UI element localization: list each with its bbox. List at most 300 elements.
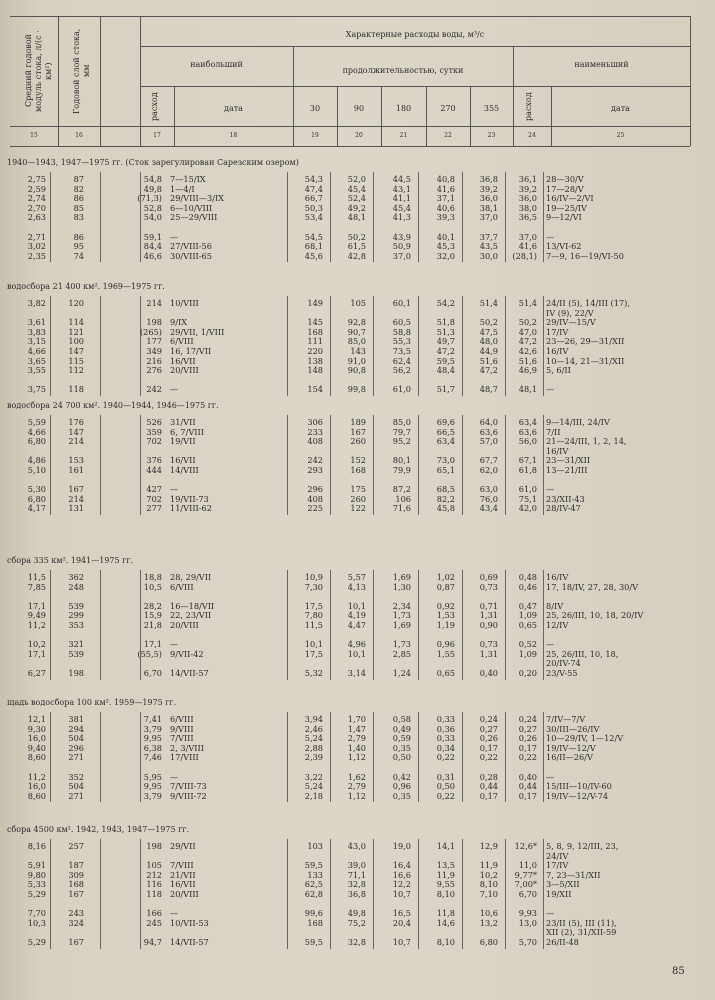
table-cell: 11,8 — [436, 908, 455, 919]
table-cell: 63,6 — [479, 426, 498, 437]
table-cell: 243 — [68, 908, 84, 919]
table-cell: 46,6 — [143, 250, 162, 261]
table-cell: 167 — [68, 937, 84, 947]
table-cell: 61,0 — [392, 384, 411, 395]
table-cell: 0,42 — [392, 771, 411, 782]
table-cell: 1—4/I — [170, 183, 195, 194]
table-cell: 13,0 — [518, 917, 537, 928]
table-cell: 9,55 — [436, 879, 455, 890]
table-row — [0, 298, 715, 308]
table-cell: 61,0 — [518, 484, 537, 495]
table-cell: 16/IV — [546, 445, 569, 456]
table-row — [0, 591, 715, 601]
table-cell: 24/II (5), 14/III (17), — [546, 298, 630, 308]
table-cell: 10,2 — [479, 869, 498, 880]
table-cell: 9,30 — [27, 723, 46, 734]
table-cell: 3,79 — [143, 790, 162, 801]
table-header — [10, 16, 690, 146]
table-cell: 214 — [68, 493, 84, 504]
table-cell: 22, 23/VII — [170, 610, 212, 621]
table-cell: 36,8 — [347, 889, 366, 899]
table-cell: XII (2), 31/XII-59 — [546, 927, 617, 938]
table-cell: 91,0 — [347, 355, 366, 366]
table-cell: 1,12 — [347, 752, 366, 763]
table-cell: 17, 18/IV, 27, 28, 30/V — [546, 581, 639, 592]
table-cell: 68,1 — [304, 241, 323, 252]
table-cell: 277 — [146, 503, 162, 514]
table-cell: 296 — [68, 742, 84, 753]
header-max: наибольший — [190, 60, 243, 69]
table-cell: 5,91 — [27, 860, 46, 871]
table-row — [0, 582, 715, 592]
table-cell: 17/IV — [546, 860, 569, 871]
table-cell: 161 — [68, 465, 84, 475]
colnum-18: 18 — [229, 132, 238, 139]
table-cell: 2,70 — [27, 202, 46, 213]
table-cell: 10/VIII — [170, 298, 199, 308]
table-cell: 147 — [68, 426, 84, 437]
table-cell: 23—31/XII — [546, 455, 591, 466]
table-cell: 271 — [68, 790, 84, 801]
table-cell: 8,60 — [27, 790, 46, 801]
table-cell: 48,1 — [347, 212, 366, 223]
table-row — [0, 327, 715, 337]
table-cell: 167 — [68, 889, 84, 899]
table-cell: 1,19 — [436, 620, 455, 630]
colnum-15: 15 — [30, 132, 38, 139]
table-cell: 54,3 — [304, 174, 323, 184]
table-cell: 260 — [350, 436, 366, 447]
table-cell: 50,3 — [304, 202, 323, 213]
table-cell: 17,1 — [143, 639, 162, 650]
table-cell: 49,8 — [347, 908, 366, 919]
table-cell: 352 — [68, 771, 84, 782]
table-cell: 176 — [68, 417, 84, 427]
table-row — [0, 193, 715, 203]
header-max-rashod: расход — [150, 92, 159, 122]
table-cell: 2,18 — [304, 790, 323, 801]
table-cell: 63,4 — [518, 417, 537, 427]
table-cell: — — [546, 908, 555, 919]
section-table — [0, 839, 715, 949]
table-cell: 99,6 — [304, 908, 323, 919]
table-cell: 12,9 — [479, 841, 498, 851]
table-cell: (28,1) — [512, 250, 537, 261]
table-cell: 6,80 — [27, 436, 46, 447]
table-cell: 5,95 — [143, 771, 162, 782]
table-cell: 7—9, 16—19/VI-50 — [546, 250, 624, 261]
table-cell: 24/IV — [546, 850, 569, 861]
table-cell: 6,70 — [143, 668, 162, 678]
table-cell: 43,5 — [479, 241, 498, 252]
table-cell: 9/VII-42 — [170, 648, 204, 659]
section-title: щадь водосбора 100 км². 1959—1975 гг. — [7, 698, 177, 707]
table-cell: 2,39 — [304, 752, 323, 763]
table-cell: 3—5/XII — [546, 879, 580, 890]
table-row — [0, 356, 715, 366]
table-cell: 0,96 — [392, 781, 411, 792]
table-cell: 49,8 — [143, 183, 162, 194]
table-cell: 260 — [350, 493, 366, 504]
table-cell: 63,0 — [479, 484, 498, 495]
table-row — [0, 251, 715, 261]
header-d90: 90 — [353, 104, 365, 113]
table-cell: 0,24 — [518, 714, 537, 724]
table-cell: 19/XII — [546, 889, 572, 899]
table-cell: 51,7 — [436, 384, 455, 395]
table-row — [0, 446, 715, 456]
table-cell: 133 — [307, 869, 323, 880]
table-row — [0, 308, 715, 318]
table-cell: 115 — [68, 355, 84, 366]
table-cell: 10/VII-53 — [170, 917, 209, 928]
table-cell: 0,17 — [479, 790, 498, 801]
table-cell: 15/III—10/IV-60 — [546, 781, 612, 792]
table-row — [0, 639, 715, 649]
table-cell: 233 — [307, 426, 323, 437]
table-cell: 59,1 — [143, 231, 162, 242]
table-cell: 62,0 — [479, 465, 498, 475]
table-cell: 7,41 — [143, 714, 162, 724]
table-cell: 309 — [68, 869, 84, 880]
table-cell: 198 — [146, 317, 162, 328]
table-cell: 10—29/IV, 1—12/V — [546, 733, 624, 744]
table-cell: 80,1 — [392, 455, 411, 466]
table-cell: 121 — [68, 326, 84, 337]
header-max-date: дата — [224, 104, 243, 113]
table-cell: — — [170, 384, 179, 395]
table-cell: 53,4 — [304, 212, 323, 223]
table-cell: 7,00* — [514, 879, 537, 890]
table-cell: 105 — [146, 860, 162, 871]
table-cell: 51,8 — [436, 317, 455, 328]
table-cell: 0,59 — [392, 733, 411, 744]
table-cell: 21—24/III, 1, 2, 14, — [546, 436, 627, 447]
table-cell: 67,1 — [518, 455, 537, 466]
table-cell: 7,10 — [479, 889, 498, 899]
table-cell: 10,5 — [143, 581, 162, 592]
table-row — [0, 184, 715, 194]
page-number: 85 — [672, 966, 685, 977]
table-cell: 85 — [73, 202, 84, 213]
table-cell: 175 — [350, 484, 366, 495]
table-cell: 198 — [68, 668, 84, 678]
table-cell: 20/VIII — [170, 620, 199, 630]
table-cell: 242 — [307, 455, 323, 466]
table-cell: 6/VIII — [170, 714, 194, 724]
table-cell: — — [546, 231, 555, 242]
table-cell: 0,47 — [518, 600, 537, 611]
table-cell: 11,9 — [479, 860, 498, 871]
table-cell: 1,09 — [518, 610, 537, 621]
table-cell: 220 — [307, 346, 323, 356]
table-cell: 19—25/IV — [546, 202, 587, 213]
table-cell: 427 — [146, 484, 162, 495]
table-cell: 381 — [68, 714, 84, 724]
colnum-23: 23 — [487, 132, 496, 139]
table-cell: 16—18/VII — [170, 600, 215, 611]
table-cell: 359 — [146, 426, 162, 437]
table-cell: 1,47 — [347, 723, 366, 734]
table-row — [0, 475, 715, 485]
table-cell: 21,8 — [143, 620, 162, 630]
table-cell: 504 — [68, 733, 84, 744]
table-row — [0, 841, 715, 851]
table-cell: 2,85 — [392, 648, 411, 659]
table-cell: — — [546, 484, 555, 495]
table-cell: 2,79 — [347, 781, 366, 792]
table-cell: 153 — [68, 455, 84, 466]
table-cell: 7—15/IX — [170, 174, 206, 184]
section-table — [0, 172, 715, 262]
table-cell: 28, 29/VII — [170, 572, 212, 582]
table-cell: 7/VIII — [170, 733, 194, 744]
table-cell: 47,2 — [479, 365, 498, 376]
table-row — [0, 762, 715, 772]
table-cell: 2,75 — [27, 174, 46, 184]
table-cell: 16,0 — [27, 781, 46, 792]
table-cell: 306 — [307, 417, 323, 427]
table-cell: 16/IV—2/VI — [546, 193, 594, 204]
table-cell: 42,6 — [518, 346, 537, 356]
table-cell: 44,5 — [392, 174, 411, 184]
table-cell: 189 — [350, 417, 366, 427]
table-row — [0, 465, 715, 475]
table-cell: 49,7 — [436, 336, 455, 347]
table-cell: 8/IV — [546, 600, 564, 611]
table-cell: 46,9 — [518, 365, 537, 376]
section-title: сбора 4500 км². 1942, 1943, 1947—1975 гг. — [7, 825, 190, 834]
table-cell: 37,0 — [392, 250, 411, 261]
table-row — [0, 851, 715, 861]
table-row — [0, 436, 715, 446]
colnum-24: 24 — [528, 132, 536, 139]
table-cell: 9,95 — [143, 781, 162, 792]
table-cell: 0,73 — [479, 639, 498, 650]
table-cell: 0,22 — [479, 752, 498, 763]
table-cell: 0,20 — [518, 668, 537, 678]
table-row — [0, 918, 715, 928]
table-cell: 61,5 — [347, 241, 366, 252]
table-cell: 43,0 — [347, 841, 366, 851]
table-cell: 9,77* — [514, 869, 537, 880]
header-annual-layer: Годовой слой стока, мм — [72, 28, 91, 114]
table-cell: 321 — [68, 639, 84, 650]
table-cell: 0,69 — [479, 572, 498, 582]
table-cell: 45,3 — [436, 241, 455, 252]
table-cell: 29/VII, 1/VIII — [170, 326, 225, 337]
table-cell: 92,8 — [347, 317, 366, 328]
table-cell: 8,10 — [479, 879, 498, 890]
table-cell: 293 — [307, 465, 323, 475]
table-cell: 6,70 — [518, 889, 537, 899]
table-cell: 30/III—26/IV — [546, 723, 600, 734]
table-cell: 48,4 — [436, 365, 455, 376]
table-cell: 30/VIII-65 — [170, 250, 212, 261]
table-cell: 94,7 — [143, 937, 162, 947]
table-cell: 444 — [146, 465, 162, 475]
table-cell: 54,8 — [143, 174, 162, 184]
table-cell: 29/VII — [170, 841, 196, 851]
table-cell: 95 — [73, 241, 84, 252]
table-cell: 73,0 — [436, 455, 455, 466]
table-cell: 36,5 — [518, 212, 537, 223]
table-cell: 10,7 — [392, 937, 411, 947]
table-cell: 0,35 — [392, 742, 411, 753]
table-cell: 2,59 — [27, 183, 46, 194]
table-cell: 19/IV—12/V — [546, 742, 596, 753]
table-cell: 0,50 — [392, 752, 411, 763]
table-cell: 7,70 — [27, 908, 46, 919]
section-table — [0, 712, 715, 802]
table-row — [0, 375, 715, 385]
table-cell: 25—29/VIII — [170, 212, 218, 223]
table-cell: 23/II (5), III (11), — [546, 917, 617, 928]
table-cell: 56,0 — [518, 436, 537, 447]
table-row — [0, 781, 715, 791]
table-cell: 0,87 — [436, 581, 455, 592]
table-cell: 1,73 — [392, 639, 411, 650]
table-cell: 3,22 — [304, 771, 323, 782]
table-cell: 19/VII-73 — [170, 493, 209, 504]
table-cell: 9,40 — [27, 742, 46, 753]
table-cell: 87 — [73, 174, 84, 184]
table-cell: 86 — [73, 193, 84, 204]
table-cell: 87,2 — [392, 484, 411, 495]
table-row — [0, 743, 715, 753]
table-cell: 75,1 — [518, 493, 537, 504]
table-cell: 0,96 — [436, 639, 455, 650]
table-cell: 51,4 — [518, 298, 537, 308]
table-cell: 0,48 — [518, 572, 537, 582]
table-row — [0, 384, 715, 394]
table-cell: 5, 8, 9, 12/III, 23, — [546, 841, 619, 851]
table-cell: — — [170, 771, 179, 782]
table-cell: 216 — [146, 355, 162, 366]
table-cell: 362 — [68, 572, 84, 582]
table-cell: 2, 3/VIII — [170, 742, 204, 753]
table-cell: 353 — [68, 620, 84, 630]
table-cell: 5,24 — [304, 733, 323, 744]
table-cell: 10,3 — [27, 917, 46, 928]
table-cell: 152 — [350, 455, 366, 466]
table-cell: 167 — [68, 484, 84, 495]
table-cell: 62,8 — [304, 889, 323, 899]
table-cell: 86 — [73, 231, 84, 242]
table-cell: 62,4 — [392, 355, 411, 366]
table-cell: 41,1 — [392, 193, 411, 204]
table-cell: 12,1 — [27, 714, 46, 724]
table-cell: 23/XII-43 — [546, 493, 585, 504]
table-cell: 55,3 — [392, 336, 411, 347]
table-cell: — — [170, 639, 179, 650]
table-cell: 0,73 — [479, 581, 498, 592]
table-cell: 166 — [146, 908, 162, 919]
table-cell: 16/VII — [170, 355, 196, 366]
table-cell: 1,62 — [347, 771, 366, 782]
table-cell: 52,8 — [143, 202, 162, 213]
table-cell: 59,5 — [304, 860, 323, 871]
table-cell: 7/II — [546, 426, 561, 437]
table-row — [0, 336, 715, 346]
table-cell: 6,27 — [27, 668, 46, 678]
colnum-17: 17 — [153, 132, 161, 139]
table-cell: 71,1 — [347, 869, 366, 880]
table-cell: 17,1 — [27, 648, 46, 659]
table-cell: 17,5 — [304, 600, 323, 611]
table-cell: 1,12 — [347, 790, 366, 801]
table-cell: 276 — [146, 365, 162, 376]
table-cell: 6,80 — [479, 937, 498, 947]
table-cell: 100 — [68, 336, 84, 347]
table-cell: 42,8 — [347, 250, 366, 261]
table-cell: 73,5 — [392, 346, 411, 356]
table-cell: 13,2 — [479, 917, 498, 928]
table-cell: 20/VIII — [170, 889, 199, 899]
table-row — [0, 503, 715, 513]
table-cell: 12/IV — [546, 620, 569, 630]
table-cell: 27/VIII-56 — [170, 241, 212, 252]
table-cell: — — [546, 771, 555, 782]
table-cell: 13,5 — [436, 860, 455, 871]
table-cell: 0,44 — [518, 781, 537, 792]
table-cell: 37,7 — [479, 231, 498, 242]
table-cell: 11,5 — [304, 620, 323, 630]
table-cell: — — [546, 384, 555, 395]
table-cell: 16,6 — [392, 869, 411, 880]
table-cell: 0,58 — [392, 714, 411, 724]
table-cell: 3,61 — [27, 317, 46, 328]
table-cell: 51,3 — [436, 326, 455, 337]
table-cell: 48,1 — [518, 384, 537, 395]
table-cell: 5,29 — [27, 889, 46, 899]
table-row — [0, 620, 715, 630]
table-cell: 11,9 — [436, 869, 455, 880]
table-cell: 2,35 — [27, 250, 46, 261]
table-cell: 60,5 — [392, 317, 411, 328]
table-cell: 13/VI-62 — [546, 241, 582, 252]
table-cell: 4,47 — [347, 620, 366, 630]
table-row — [0, 232, 715, 242]
table-cell: 52,4 — [347, 193, 366, 204]
table-cell: 5,32 — [304, 668, 323, 678]
table-cell: 103 — [307, 841, 323, 851]
table-cell: 32,8 — [347, 879, 366, 890]
table-cell: 45,4 — [347, 183, 366, 194]
table-cell: 99,8 — [347, 384, 366, 395]
table-cell: 51,6 — [518, 355, 537, 366]
table-cell: 349 — [146, 346, 162, 356]
table-cell: 10,1 — [304, 639, 323, 650]
table-cell: 0,92 — [436, 600, 455, 611]
table-cell: 49,2 — [347, 202, 366, 213]
table-cell: 0,17 — [518, 742, 537, 753]
table-cell: 3,65 — [27, 355, 46, 366]
table-cell: 10—14, 21—31/XII — [546, 355, 625, 366]
table-cell: 23/V-55 — [546, 668, 578, 678]
table-cell: 5,57 — [347, 572, 366, 582]
table-cell: 2,34 — [392, 600, 411, 611]
table-cell: 7,46 — [143, 752, 162, 763]
table-cell: 31/VII — [170, 417, 196, 427]
table-cell: 0,40 — [518, 771, 537, 782]
table-cell: 0,34 — [436, 742, 455, 753]
table-cell: 62,5 — [304, 879, 323, 890]
table-cell: 0,46 — [518, 581, 537, 592]
table-cell: 9,80 — [27, 869, 46, 880]
table-cell: 11,2 — [27, 771, 46, 782]
table-cell: 5,59 — [27, 417, 46, 427]
